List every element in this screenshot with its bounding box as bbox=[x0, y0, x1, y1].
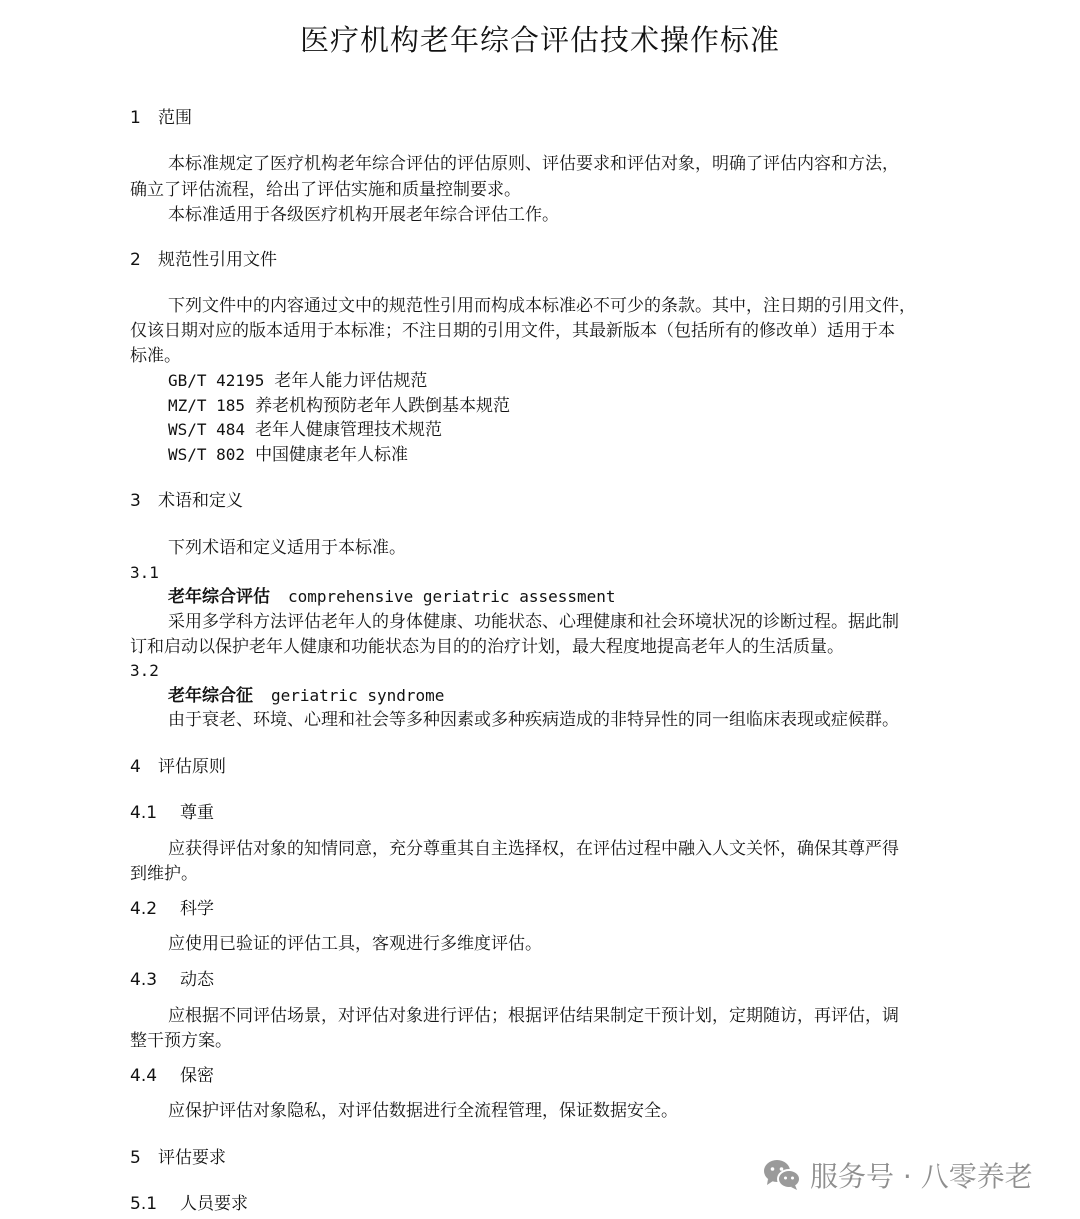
wechat-icon bbox=[762, 1158, 802, 1192]
subsection-title: 尊重 bbox=[180, 803, 214, 823]
watermark-text: 服务号 · 八零养老 bbox=[810, 1160, 1033, 1193]
paragraph-line: 应使用已验证的评估工具，客观进行多维度评估。 bbox=[168, 934, 542, 954]
section-number: 3 bbox=[130, 491, 141, 511]
section-3-heading bbox=[130, 489, 243, 513]
section-2-heading bbox=[130, 248, 277, 272]
reference-code: WS/T 484 bbox=[168, 420, 246, 439]
paragraph-line: 仅该日期对应的版本适用于本标准；不注日期的引用文件，其最新版本（包括所有的修改单）适用于本 bbox=[130, 321, 895, 341]
section-title: 规范性引用文件 bbox=[158, 250, 277, 270]
section-title: 术语和定义 bbox=[158, 491, 243, 511]
reference-code: MZ/T 185 bbox=[168, 396, 246, 415]
section-number: 1 bbox=[130, 108, 141, 128]
term-heading bbox=[168, 585, 616, 609]
paragraph-line: 确立了评估流程，给出了评估实施和质量控制要求。 bbox=[130, 180, 521, 200]
term-number: 3.1 bbox=[130, 563, 159, 582]
subsection-number: 4.2 bbox=[130, 899, 158, 919]
term-chinese: 老年综合征 bbox=[168, 686, 253, 706]
definition-line: 采用多学科方法评估老年人的身体健康、功能状态、心理健康和社会环境状况的诊断过程。据此制 bbox=[168, 612, 899, 632]
reference-title: 中国健康老年人标准 bbox=[255, 445, 409, 465]
paragraph-line: 应根据不同评估场景，对评估对象进行评估；根据评估结果制定干预计划，定期随访，再评估，调 bbox=[168, 1006, 899, 1026]
reference-title: 老年人健康管理技术规范 bbox=[255, 420, 443, 440]
subsection-4-4-heading bbox=[130, 1064, 214, 1088]
paragraph-line: 标准。 bbox=[130, 346, 181, 366]
section-title: 范围 bbox=[158, 108, 192, 128]
subsection-4-2-heading bbox=[130, 897, 214, 921]
reference-code: GB/T 42195 bbox=[168, 371, 265, 390]
term-english: geriatric syndrome bbox=[271, 686, 445, 705]
subsection-number: 4.1 bbox=[130, 803, 158, 823]
subsection-title: 动态 bbox=[180, 970, 214, 990]
definition-line: 由于衰老、环境、心理和社会等多种因素或多种疾病造成的非特异性的同一组临床表现或症候群。 bbox=[168, 710, 899, 730]
subsection-number: 4.4 bbox=[130, 1066, 158, 1086]
document-title: 医疗机构老年综合评估技术操作标准 bbox=[299, 23, 780, 57]
section-title: 评估原则 bbox=[158, 757, 226, 777]
reference-item bbox=[168, 369, 427, 393]
term-number: 3.2 bbox=[130, 661, 159, 680]
subsection-title: 保密 bbox=[180, 1066, 214, 1086]
section-1-heading bbox=[130, 106, 192, 130]
paragraph-line: 应保护评估对象隐私，对评估数据进行全流程管理，保证数据安全。 bbox=[168, 1101, 678, 1121]
reference-item bbox=[168, 394, 510, 418]
term-heading bbox=[168, 684, 444, 708]
section-5-heading bbox=[130, 1146, 226, 1170]
subsection-title: 科学 bbox=[180, 899, 214, 919]
paragraph-line: 应获得评估对象的知情同意，充分尊重其自主选择权，在评估过程中融入人文关怀，确保其尊严得 bbox=[168, 839, 899, 859]
reference-item bbox=[168, 443, 408, 467]
subsection-title: 人员要求 bbox=[180, 1194, 248, 1214]
section-title: 评估要求 bbox=[158, 1148, 226, 1168]
reference-code: WS/T 802 bbox=[168, 445, 246, 464]
reference-item bbox=[168, 418, 442, 442]
reference-title: 老年人能力评估规范 bbox=[274, 371, 428, 391]
subsection-number: 5.1 bbox=[130, 1194, 158, 1214]
definition-line: 订和启动以保护老年人健康和功能状态为目的的治疗计划，最大程度地提高老年人的生活质量。 bbox=[130, 637, 844, 657]
subsection-4-1-heading bbox=[130, 801, 214, 825]
reference-title: 养老机构预防老年人跌倒基本规范 bbox=[255, 396, 511, 416]
subsection-number: 4.3 bbox=[130, 970, 158, 990]
section-number: 5 bbox=[130, 1148, 141, 1168]
subsection-4-3-heading bbox=[130, 968, 214, 992]
paragraph-line: 整干预方案。 bbox=[130, 1031, 232, 1051]
term-english: comprehensive geriatric assessment bbox=[288, 587, 616, 606]
paragraph-line: 下列术语和定义适用于本标准。 bbox=[168, 538, 406, 558]
paragraph-line: 下列文件中的内容通过文中的规范性引用而构成本标准必不可少的条款。其中，注日期的引用文件， bbox=[168, 296, 916, 316]
paragraph-line: 到维护。 bbox=[130, 864, 198, 884]
watermark bbox=[762, 1152, 1033, 1198]
section-number: 4 bbox=[130, 757, 141, 777]
paragraph-line: 本标准适用于各级医疗机构开展老年综合评估工作。 bbox=[168, 205, 559, 225]
section-4-heading bbox=[130, 755, 226, 779]
term-chinese: 老年综合评估 bbox=[168, 587, 270, 607]
paragraph-line: 本标准规定了医疗机构老年综合评估的评估原则、评估要求和评估对象，明确了评估内容和方法， bbox=[168, 154, 899, 174]
section-number: 2 bbox=[130, 250, 141, 270]
subsection-5-1-heading bbox=[130, 1192, 248, 1216]
